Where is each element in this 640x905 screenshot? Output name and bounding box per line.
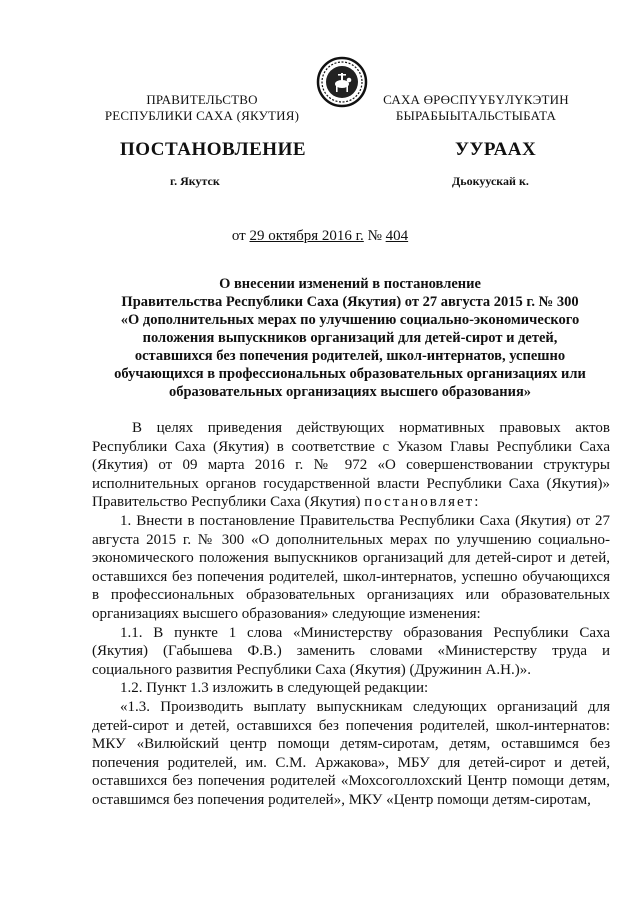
document-type-title-ru: ПОСТАНОВЛЕНИЕ xyxy=(120,139,307,160)
paragraph-item-1: 1. Внести в постановление Правительства Республики Саха (Якутия) от 27 августа 2015 г. № 300 «О дополнительных мерах по улучшению социально-экономического положения выпускников организаций для детей-сирот и детей, оставшихся без попечения родителей, школ-интернатов, успешно обучающихся в профессиональных образовательных организациях или образовательных организациях высшего образования» следующие изменения: xyxy=(92,512,610,622)
number-prefix: № xyxy=(363,228,386,244)
preamble-text: В целях приведения действующих нормативных правовых актов Республики Саха (Якутия) в соответствие с Указом Главы Республики Саха (Якутия) от 09 марта 2016 г. № 972 «О совершенствовании структуры исполнительных органов государственной власти Республики Саха (Якутия)» Правительство Республики Саха (Якутия) xyxy=(92,420,610,511)
number-value: 404 xyxy=(385,228,409,244)
decree-word: постановляет: xyxy=(364,494,481,511)
subject-line: оставшихся без попечения родителей, школ-интернатов, успешно xyxy=(134,348,566,364)
subject-line: образовательных организациях высшего образования» xyxy=(168,384,532,400)
header-left-line1: ПРАВИТЕЛЬСТВО xyxy=(146,92,258,107)
subject-heading xyxy=(90,275,610,401)
city-ru: г. Якутск xyxy=(170,174,220,188)
header-left-line2: РЕСПУБЛИКИ САХА (ЯКУТИЯ) xyxy=(104,108,300,123)
date-prefix: от xyxy=(231,228,250,244)
subject-line: О внесении изменений в постановление xyxy=(219,276,481,292)
subject-line: обучающихся в профессиональных образовательных организациях или xyxy=(114,366,586,382)
paragraph-item-1-3: «1.3. Производить выплату выпускникам следующих организаций для детей-сирот и детей, оставшихся без попечения родителей, школ-интернатов: МКУ «Вилюйский центр помощи детям-сиротам, детям, оставшимся без попечения родителей, им. С.М. Аржакова», МБУ для детей-сирот и детей, оставшихся без попечения родителей «Мохсоголлохский Центр помощи детям, оставшимся без попечения родителей», МКУ «Центр помощи детям-сиротам, xyxy=(92,698,610,808)
date-number-line xyxy=(0,228,640,245)
city-sakha: Дьокуускай к. xyxy=(452,174,529,188)
paragraph-item-1-2: 1.2. Пункт 1.3 изложить в следующей редакции: xyxy=(120,680,429,697)
header-left-block xyxy=(72,92,332,124)
body-text xyxy=(92,419,610,809)
subject-line: «О дополнительных мерах по улучшению социально-экономического xyxy=(120,312,580,328)
date-value: 29 октября 2016 г. xyxy=(249,228,364,244)
paragraph-item-1-1: 1.1. В пункте 1 слова «Министерству образования Республики Саха (Якутия) (Габышева Ф.В.) заменить словами «Министерству труда и социального развития Республики Саха (Якутия) (Дружинин А.Н.)». xyxy=(92,624,610,678)
document-type-title-sakha: УУРААХ xyxy=(455,139,537,160)
header-right-block xyxy=(346,92,606,124)
subject-line: Правительства Республики Саха (Якутия) от 27 августа 2015 г. № 300 xyxy=(121,294,579,310)
header-right-line1: САХА ӨРӨСПҮҮБҮЛҮКЭТИН xyxy=(383,92,569,107)
header-right-line2: БЫРАБЫЫТАЛЬСТЫБАТА xyxy=(395,108,557,123)
subject-line: положения выпускников организаций для детей-сирот и детей, xyxy=(142,330,558,346)
paragraph-preamble xyxy=(92,419,610,512)
